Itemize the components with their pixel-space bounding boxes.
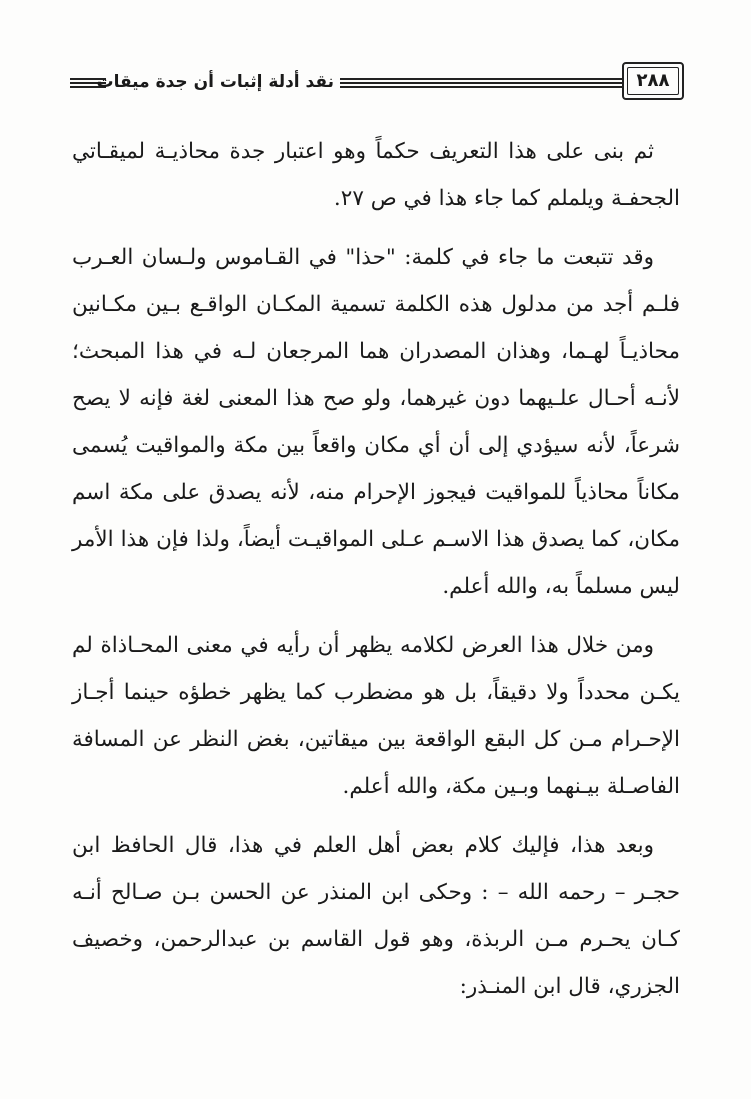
paragraph-2: وقد تتبعت ما جاء في كلمة: "حذا" في القـاموس ولـسان العـرب فلـم أجد من مدلول هذه الكلمة تسمية المكـان الواقـع بـين مكـانين محاذيـاً لهـما، وهذان المصدران هما المرجعان لـه في هذا المبحث؛ لأنـه أحـال علـيهما دون غيرهما، ولو صح هذا المعنى لغة فإنه لا يصح شرعاً، لأنه سيؤدي إلى أن أي مكان واقعاً بين مكة والمواقيت يُسمى مكاناً محاذياً للمواقيت فيجوز الإحرام منه، لأنه يصدق على مكة اسم مكان، كما يصدق هذا الاسـم عـلى المواقيـت أيضاً، ولذا فإن هذا الأمر ليس مسلماً به، والله أعلم. <box>72 245 680 599</box>
body-text <box>72 128 680 1022</box>
page-header <box>60 62 690 104</box>
paragraph-4: وبعد هذا، فإليك كلام بعض أهل العلم في هذا، قال الحافظ ابن حجـر – رحمه الله – : وحكى ابن المنذر عن الحسن بـن صـالح أنـه كـان يحـرم مـن الربذة، وهو قول القاسم بن عبدالرحمن، وخصيف الجزري، قال ابن المنـذر: <box>72 833 680 999</box>
page-number-frame <box>622 62 684 100</box>
paragraph-1: ثم بنى على هذا التعريف حكماً وهو اعتبار جدة محاذيـة لميقـاتي الجحفـة ويلملم كما جاء هذا في ص ٢٧. <box>72 139 680 211</box>
running-title: نقد أدلة إثبات أن جدة ميقات <box>96 72 334 92</box>
paragraph-3: ومن خلال هذا العرض لكلامه يظهر أن رأيه في معنى المحـاذاة لم يكـن محدداً ولا دقيقاً، بل هو مضطرب كما يظهر خطؤه حينما أجـاز الإحـرام مـن كل البقع الواقعة بين ميقاتين، بغض النظر عن المسافة الفاصـلة بيـنهما وبـين مكة، والله أعلم. <box>72 633 680 799</box>
page-number: ٢٨٨ <box>636 70 670 91</box>
